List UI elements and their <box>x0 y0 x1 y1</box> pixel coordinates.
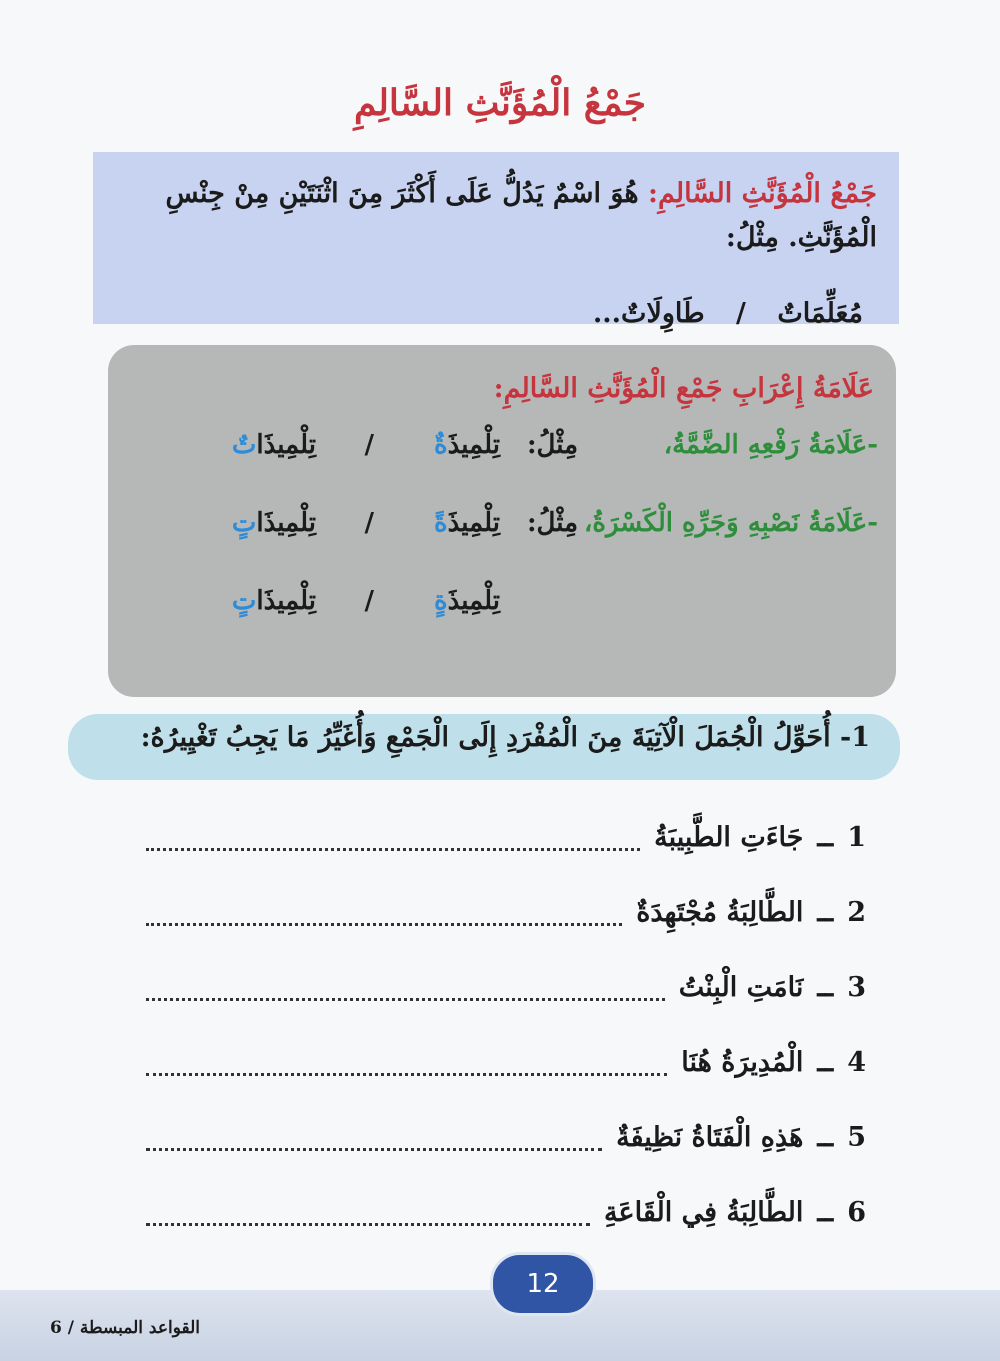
separator: / <box>364 508 374 538</box>
exercise-item <box>146 1025 866 1100</box>
plural-example: تِلْمِيذَاتٍ <box>231 586 316 616</box>
exercise-item <box>146 950 866 1025</box>
exercise-instruction: 1- أُحَوِّلُ الْجُمَلَ الْآتِيَةَ مِنَ الْمُفْرَدِ إِلَى الْجَمْعِ وَأُغَيِّرُ مَا يَجِبُ تَغْيِيرُهُ: <box>68 714 900 780</box>
exercise-item <box>146 800 866 875</box>
inflection-heading: عَلَامَةُ إِعْرَابِ جَمْعِ الْمُؤَنَّثِ السَّالِمِ: <box>493 373 874 404</box>
item-number: 4 <box>847 1047 866 1078</box>
rule-row-nominative <box>130 430 878 508</box>
item-number: 5 <box>847 1122 866 1153</box>
answer-line[interactable] <box>146 1199 590 1226</box>
item-dash: ــ <box>817 1197 834 1228</box>
rule-text: -عَلَامَةُ رَفْعِهِ الضَّمَّةُ، <box>663 430 878 460</box>
rule-text: -عَلَامَةُ نَصْبِهِ وَجَرِّهِ الْكَسْرَةُ، <box>583 508 878 538</box>
item-dash: ــ <box>817 822 834 853</box>
item-number: 6 <box>847 1197 866 1228</box>
item-sentence: الطَّالِبَةُ فِي الْقَاعَةِ <box>604 1197 804 1228</box>
singular-example: تِلْمِيذَةٍ <box>434 586 500 616</box>
exercise-item <box>146 875 866 950</box>
page-title: جَمْعُ الْمُؤَنَّثِ السَّالِمِ <box>353 82 647 124</box>
singular-example: تِلْمِيذَةٌ <box>434 430 500 460</box>
definition-example-1: مُعَلِّمَاتٌ <box>777 298 863 329</box>
answer-line[interactable] <box>146 974 665 1001</box>
rule-row-accusative-genitive <box>130 508 878 586</box>
definition-examples <box>115 298 877 329</box>
item-dash: ــ <box>817 972 834 1003</box>
exercise-list <box>146 800 866 1250</box>
item-dash: ــ <box>817 1047 834 1078</box>
separator: / <box>364 430 374 460</box>
item-dash: ــ <box>817 1122 834 1153</box>
item-number: 1 <box>847 822 866 853</box>
item-sentence: الطَّالِبَةُ مُجْتَهِدَةٌ <box>636 897 804 928</box>
inflection-marks-box <box>108 345 896 697</box>
definition-box <box>93 152 899 329</box>
plural-example: تِلْمِيذَاتٌ <box>231 430 316 460</box>
item-number: 3 <box>847 972 866 1003</box>
book-title: القواعد المبسطة / 6 <box>50 1318 200 1338</box>
plural-example: تِلْمِيذَاتٍ <box>231 508 316 538</box>
item-dash: ــ <box>817 897 834 928</box>
separator: / <box>364 586 374 616</box>
item-number: 2 <box>847 897 866 928</box>
page-number-badge: 12 <box>490 1252 596 1316</box>
definition-line <box>115 172 877 260</box>
answer-line[interactable] <box>146 1124 602 1151</box>
definition-example-2: طَاوِلَاتٌ... <box>592 298 705 329</box>
definition-term: جَمْعُ الْمُؤَنَّثِ السَّالِمِ: <box>648 178 877 209</box>
example-label: مِثْلُ: <box>526 508 578 538</box>
item-sentence: الْمُدِيرَةُ هُنَا <box>681 1047 804 1078</box>
item-sentence: جَاءَتِ الطَّبِيبَةُ <box>654 822 804 853</box>
answer-line[interactable] <box>146 1049 667 1076</box>
item-sentence: هَذِهِ الْفَتَاةُ نَظِيفَةٌ <box>616 1122 804 1153</box>
singular-example: تِلْمِيذَةً <box>434 508 500 538</box>
separator: / <box>736 298 746 329</box>
item-sentence: نَامَتِ الْبِنْتُ <box>678 972 804 1003</box>
exercise-item <box>146 1175 866 1250</box>
example-label: مِثْلُ: <box>526 430 578 460</box>
answer-line[interactable] <box>146 824 640 851</box>
rule-row-genitive-example <box>130 586 874 646</box>
exercise-item <box>146 1100 866 1175</box>
definition-text: هُوَ اسْمٌ يَدُلُّ عَلَى أَكْثَرَ مِنَ اثْنَتَيْنِ مِنْ جِنْسِ الْمُؤَنَّثِ. مِثْلُ: <box>165 178 877 253</box>
answer-line[interactable] <box>146 899 622 926</box>
